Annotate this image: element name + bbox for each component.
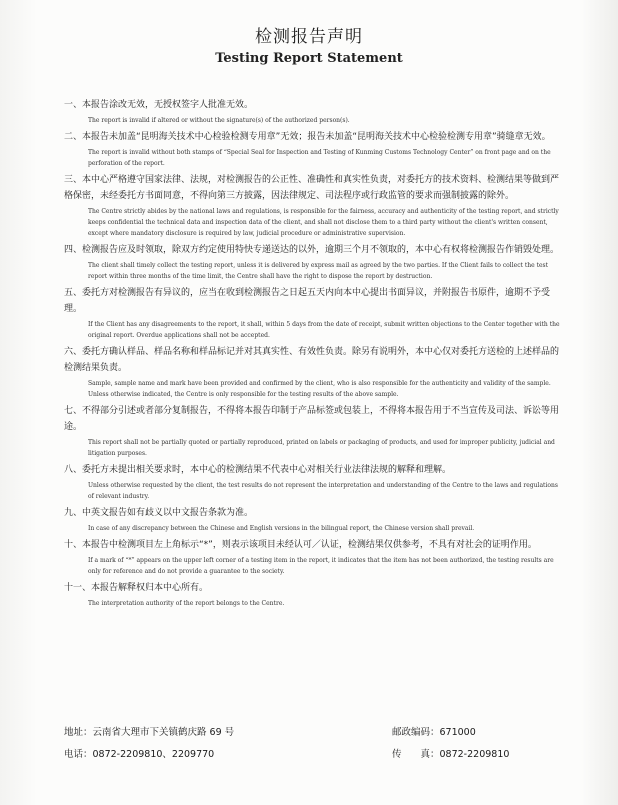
statement-cn: 二、本报告未加盖“昆明海关技术中心检验检测专用章”无效；报告未加盖“昆明海关技术中心检验检测专用章”骑缝章无效。 [64,132,551,142]
statement-cn: 七、不得部分引述或者部分复制报告，不得将本报告印制于产品标签或包装上，不得将本报告用于不当宣传及司法、诉讼等用途。 [64,406,560,432]
statement-list [64,97,564,612]
contact-footer [64,724,564,770]
statement-item-3 [64,172,564,239]
statement-en: If a mark of “*” appears on the upper left corner of a testing item in the report, it indicates that the item has not been authorized, the testing results are only for reference and do not provide a guarantee to the society. [88,557,554,575]
statement-cn: 十、本报告中检测项目左上角标示“*”，则表示该项目未经认可／认证，检测结果仅供参考，不具有对社会的证明作用。 [64,540,537,550]
statement-item-6 [64,344,564,400]
statement-item-5 [64,285,564,341]
statement-item-10 [64,537,564,577]
postcode-text: 邮政编码：671000 [392,727,476,738]
statement-item-8 [64,462,564,502]
statement-item-9 [64,505,564,534]
statement-item-1 [64,97,564,126]
statement-en: The interpretation authority of the report belongs to the Centre. [88,600,285,607]
statement-cn: 五、委托方对检测报告有异议的，应当在收到检测报告之日起五天内向本中心提出书面异议，并附报告书原件，逾期不予受理。 [64,288,551,314]
statement-en: The Centre strictly abides by the national laws and regulations, is responsible for the fairness, accuracy and authenticity of the testing report, and strictly keeps confidential the technical data and inspection data of the client, and shall not disclose them to a third party without the client's written consent, except where mandatory disclosure is required by law, judicial procedure or administrative supervision. [88,208,559,237]
statement-cn: 八、委托方未提出相关要求时，本中心的检测结果不代表中心对相关行业法律法规的解释和理解。 [64,465,452,475]
statement-cn: 六、委托方确认样品、样品名称和样品标记并对其真实性、有效性负责。除另有说明外，本中心仅对委托方送检的上述样品的检测结果负责。 [64,347,560,373]
phone-text: 电话：0872-2209810、2209770 [64,749,215,760]
footer-row-phone [64,746,564,768]
statement-en: The report is invalid without both stamps of “Special Seal for Inspection and Testing of Kunming Customs Technology Center” on front page and on the perforation of the report. [88,149,551,167]
statement-en: This report shall not be partially quoted or partially reproduced, printed on labels or packaging of products, and used for improper publicity, judicial and litigation purposes. [88,439,555,457]
statement-cn: 九、中英文报告如有歧义以中文报告条款为准。 [64,508,254,518]
statement-item-11 [64,580,564,609]
footer-row-address [64,724,564,746]
fax-text: 传 真：0872-2209810 [392,749,510,760]
statement-cn: 四、检测报告应及时领取，除双方约定使用特快专递送达的以外，逾期三个月不领取的，本中心有权将检测报告作销毁处理。 [64,245,560,255]
statement-en: In case of any discrepancy between the Chinese and English versions in the bilingual report, the Chinese version shall prevail. [88,525,475,532]
statement-item-2 [64,129,564,169]
statement-cn: 十一、本报告解释权归本中心所有。 [64,583,209,593]
statement-en: The report is invalid if altered or without the signature(s) of the authorized person(s). [88,117,350,124]
statement-cn: 一、本报告涂改无效，无授权签字人批准无效。 [64,100,254,110]
statement-cn: 三、本中心严格遵守国家法律、法规，对检测报告的公正性、准确性和真实性负责，对委托方的技术资料、检测结果等做到严格保密，未经委托方书面同意，不得向第三方披露，因法律规定、司法程序或行政监管的要求而强制披露的除外。 [64,175,560,201]
address-text: 地址：云南省大理市下关镇鹤庆路 69 号 [64,727,235,738]
title-chinese: 检测报告声明 [255,27,363,47]
statement-en: Unless otherwise requested by the client, the test results do not represent the interpretation and understanding of the Centre to the laws and regulations of relevant industry. [88,482,558,500]
statement-en: Sample, sample name and mark have been provided and confirmed by the client, who is also responsible for the authenticity and validity of the sample. Unless otherwise indicated, the Centre is only responsible for the testing results of the above sample. [88,380,551,398]
title-english: Testing Report Statement [215,51,403,66]
statement-item-4 [64,242,564,282]
statement-en: The client shall timely collect the testing report, unless it is delivered by express mail as agreed by the two parties. If the Client fails to collect the test report within three months of the time limit, the Centre shall have the right to dispose the report by destruction. [88,262,549,280]
statement-en: If the Client has any disagreements to the report, it shall, within 5 days from the date of receipt, submit written objections to the Center together with the original report. Overdue applications shall not be accepted. [88,321,560,339]
statement-item-7 [64,403,564,459]
